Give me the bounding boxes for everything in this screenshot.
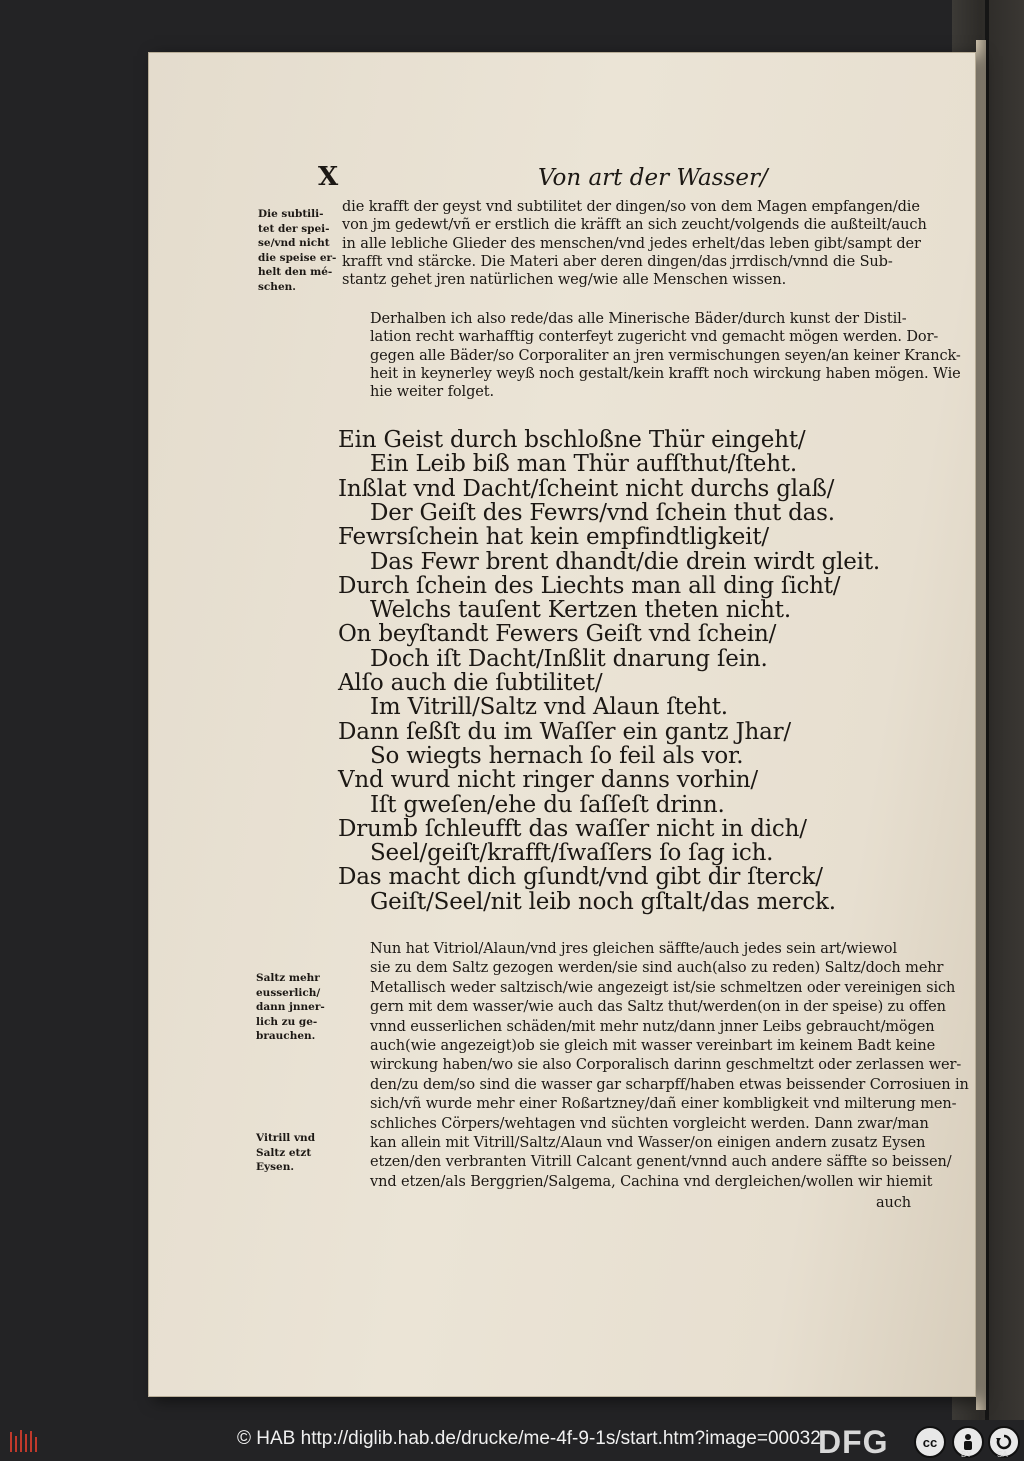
viewer-footer	[0, 1420, 1024, 1461]
margin-note-line: Saltz mehr	[256, 972, 320, 984]
text-line: wirckung haben/wo sie also Corporalisch darinn geschmeltzt oder zerlassen wer-	[370, 1057, 962, 1074]
text-line: Derhalben ich also rede/das alle Minerische Bäder/durch kunst der Distil-	[370, 311, 907, 327]
text-line: Nun hat Vitriol/Alaun/vnd jres gleichen säffte/auch jedes sein art/wiewol	[370, 941, 897, 957]
margin-note-line: brauchen.	[256, 1030, 316, 1042]
text-line: vnd etzen/als Berggrien/Salgema, Cachina vnd dergleichen/wollen wir hiemit	[370, 1173, 933, 1190]
verse-line: Das macht dich gſundt/vnd gibt dir ſterck/	[338, 864, 823, 891]
text-line: vnnd eusserlichen schäden/mit mehr nutz/dann jnner Leibs gebraucht/mögen	[370, 1018, 935, 1035]
margin-note-line: se/vnd nicht	[258, 237, 330, 249]
verse-line: Durch ſchein des Liechts man all ding ſicht/	[338, 572, 841, 599]
text-line: auch(wie angezeigt)ob sie gleich mit wasser vereinbart im keinem Badt keine	[370, 1038, 936, 1054]
verse-line: Vnd wurd nicht ringer danns vorhin/	[338, 767, 758, 794]
margin-note-line: dann jnner-	[256, 1001, 325, 1013]
verse-line: Welchs tauſent Kertzen theten nicht.	[370, 597, 791, 624]
margin-note-line: tet der spei-	[258, 222, 330, 235]
page-signature: X	[318, 162, 339, 192]
verse-line: Ein Geist durch bschloßne Thür eingeht/	[338, 427, 806, 453]
cc-license-icon[interactable]: cc	[914, 1426, 946, 1458]
dfg-logo[interactable]: DFG	[818, 1424, 889, 1460]
catchword: auch	[876, 1195, 912, 1211]
book-page	[148, 52, 976, 1397]
verse-line: Ein Leib biß man Thür aufſthut/ſteht.	[370, 451, 797, 478]
hab-logo-icon	[8, 1428, 40, 1456]
sa-label: SA	[997, 1450, 1008, 1459]
margin-note-line: Eysen.	[256, 1161, 294, 1173]
margin-note-line: eusserlich/	[256, 986, 321, 999]
text-line: sie zu dem Saltz gezogen werden/sie sind auch(also zu reden) Saltz/doch mehr	[370, 960, 944, 977]
margin-note-line: Die subtili-	[258, 208, 324, 220]
verse-line: Iſt gweſen/ehe du ſaſſeſt drinn.	[370, 791, 725, 818]
text-line: schliches Cörpers/wehtagen vnd süchten vorgleicht werden. Dann zwar/man	[370, 1115, 929, 1132]
text-line: etzen/den verbranten Vitrill Calcant genent/vnnd auch andere säffte so beissen/	[370, 1154, 952, 1171]
verse-line: On beyſtandt Fewers Geiſt vnd ſchein/	[338, 621, 777, 648]
verse-line: Der Geiſt des Fewrs/vnd ſchein thut das.	[370, 499, 835, 526]
text-line: Metallisch weder saltzisch/wie angezeigt ist/sie schmeltzen oder vereinigen sich	[370, 979, 956, 996]
verse-line: Alſo auch die ſubtilitet/	[338, 670, 603, 696]
text-line: lation recht warhafftig conterfeyt zugericht vnd gemacht mögen werden. Dor-	[370, 329, 939, 346]
margin-note-line: helt den mé-	[258, 266, 333, 278]
page-fore-edge	[976, 40, 986, 1410]
verse-line: Seel/geiſt/krafft/ſwaſſers ſo ſag ich.	[370, 840, 774, 867]
text-line: hie weiter folget.	[370, 384, 494, 401]
running-head: Von art der Wasser/	[538, 165, 768, 191]
person-icon	[960, 1433, 976, 1451]
verse-line: Im Vitrill/Saltz vnd Alaun ſteht.	[370, 694, 728, 721]
copyright-link[interactable]: © HAB http://diglib.hab.de/drucke/me-4f-9-1s/start.htm?image=00032	[237, 1428, 821, 1449]
verse-line: Inßlat vnd Dacht/ſcheint nicht durchs glaß/	[338, 475, 835, 502]
text-line: von jm gedewt/vñ er erstlich die kräfft an sich zeucht/volgends die außteilt/auch	[342, 217, 927, 234]
text-line: in alle lebliche Glieder des menschen/vnd jedes erhelt/das leben gibt/sampt der	[342, 235, 921, 252]
text-line: krafft vnd stärcke. Die Materi aber deren dingen/das jrrdisch/vnnd die Sub-	[342, 253, 893, 270]
share-alike-icon	[995, 1433, 1013, 1451]
text-line: die krafft der geyst vnd subtilitet der dingen/so von dem Magen empfangen/die	[342, 199, 920, 215]
text-line: gegen alle Bäder/so Corporaliter an jren vermischungen seyen/an keiner Kranck-	[370, 347, 961, 364]
margin-note-line: Vitrill vnd	[256, 1132, 316, 1144]
text-line: den/zu dem/so sind die wasser gar scharpff/haben etwas beissender Corrosiuen in	[370, 1076, 969, 1093]
text-line: gern mit dem wasser/wie auch das Saltz thut/werden(on in der speise) zu offen	[370, 999, 946, 1016]
verse-line: Drumb ſchleufft das waſſer nicht in dich/	[338, 815, 807, 842]
verse-line: Dann ſeßſt du im Waſſer ein gantz Jhar/	[338, 718, 791, 745]
text-line: stantz gehet jren natürlichen weg/wie alle Menschen wissen.	[342, 272, 787, 289]
verse-line: So wiegts hernach ſo feil als vor.	[370, 742, 744, 769]
text-line: heit in keynerley weyß noch gestalt/kein krafft noch wirckung haben mögen. Wie	[370, 365, 961, 382]
verse-line: Doch iſt Dacht/Inßlit dnarung ſein.	[370, 645, 768, 672]
verse-line: Fewrsſchein hat kein empfindtligkeit/	[338, 524, 769, 551]
verse-line: Geiſt/Seel/nit leib noch gſtalt/das merck.	[370, 888, 836, 915]
margin-note-line: Saltz etzt	[256, 1146, 312, 1159]
by-label: BY	[961, 1450, 972, 1459]
text-line: kan allein mit Vitrill/Saltz/Alaun vnd Wasser/on einigen andern zusatz Eysen	[370, 1135, 926, 1151]
margin-note-line: schen.	[258, 280, 296, 293]
text-line: sich/vñ wurde mehr einer Roßartzney/dañ einer kombligkeit vnd milterung men-	[370, 1096, 957, 1113]
verse-line: Das Fewr brent dhandt/die drein wirdt gleit.	[370, 548, 880, 575]
margin-note-line: lich zu ge-	[256, 1015, 318, 1028]
margin-note-line: die speise er-	[258, 251, 337, 264]
